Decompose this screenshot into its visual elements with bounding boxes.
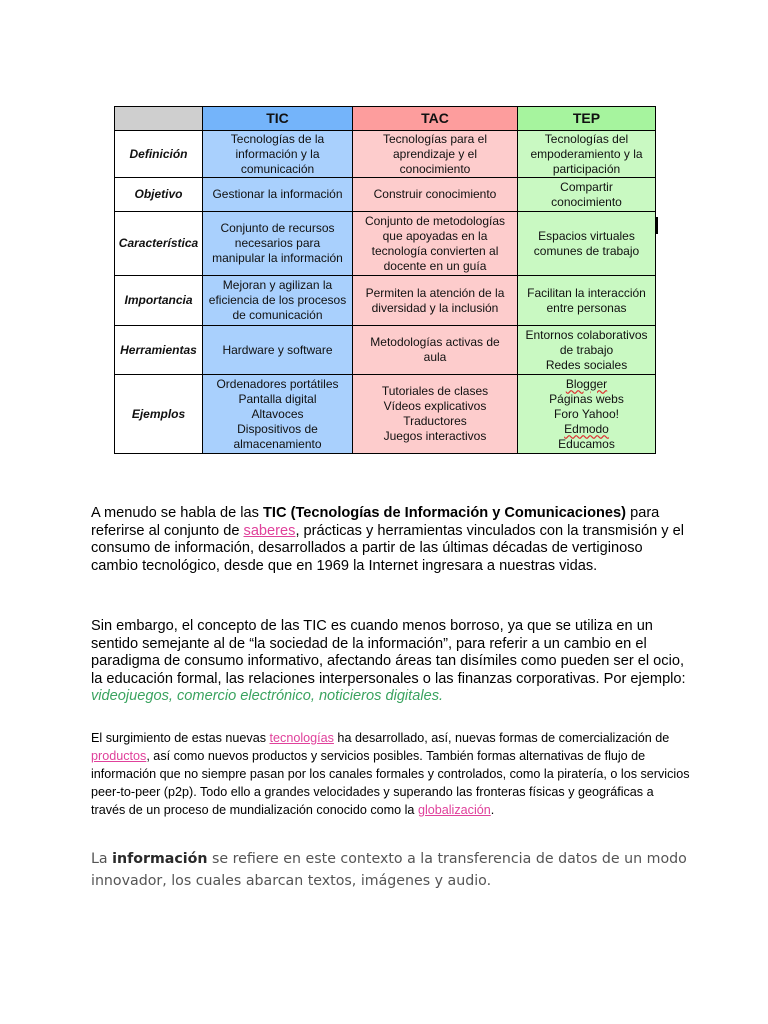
cell-tic bbox=[203, 178, 353, 212]
link-tecnologias[interactable]: tecnologías bbox=[269, 731, 334, 745]
cell-line: comunes de trabajo bbox=[533, 243, 640, 258]
cell-line: Conjunto de recursos bbox=[220, 221, 335, 235]
cell-line: Educamos bbox=[558, 436, 615, 451]
cell-line: conocimiento bbox=[551, 194, 622, 209]
cell-line: entre personas bbox=[546, 300, 627, 315]
cell-line: conocimiento bbox=[399, 161, 471, 176]
cell-line: Metodologías activas de bbox=[370, 335, 500, 349]
cell-line: docente en un guía bbox=[383, 258, 487, 273]
cell-line: Permiten la atención de la bbox=[365, 285, 505, 300]
table-row-ejemplos bbox=[115, 375, 656, 454]
cell-line: Ordenadores portátiles bbox=[216, 376, 339, 391]
cell-line: Gestionar la información bbox=[212, 187, 343, 201]
cell-line: Juegos interactivos bbox=[383, 429, 487, 443]
text-run: . bbox=[490, 803, 495, 817]
text-run: , prácticas y herramientas vinculados con la transmisión y el consumo de información, desarrollados a partir de las últimas décadas de vertiginoso cambio tecnológico, desde que en 1969 la Internet ingresara a nuestras vidas. bbox=[91, 522, 684, 574]
cell-tac bbox=[353, 276, 518, 326]
paragraph-informacion bbox=[91, 848, 691, 892]
cell-line: tecnología convierten al bbox=[371, 243, 499, 258]
cell-line: Entornos colaborativos bbox=[525, 327, 648, 342]
row-header: Ejemplos bbox=[115, 375, 203, 454]
cell-line: Dispositivos de bbox=[237, 421, 318, 436]
cell-line: manipular la información bbox=[212, 251, 343, 265]
cell-tac bbox=[353, 178, 518, 212]
cell-tep bbox=[518, 375, 656, 454]
paragraph-concept bbox=[91, 618, 691, 706]
table-header-row bbox=[115, 107, 656, 131]
cell-line: aula bbox=[423, 350, 447, 364]
cell-line: Conjunto de metodologías bbox=[364, 213, 506, 228]
cell-tep bbox=[518, 212, 656, 276]
cell-line: Foro Yahoo! bbox=[554, 406, 619, 421]
text-run: , así como nuevos productos y servicios posibles. También formas alternativas de flujo de información que no siempre pasan por los canales formales y controlados, como la piratería, o los servicios peer-to-peer (p2p). Todo ello a grandes velocidades y superando las fronteras físicas y geográficas a través de un proceso de mundialización conocido como la bbox=[91, 749, 690, 817]
cell-line: Tecnologías para el bbox=[382, 131, 488, 146]
row-header: Herramientas bbox=[115, 326, 203, 375]
link-saberes[interactable]: saberes bbox=[243, 522, 296, 539]
bold-term: TIC (Tecnologías de Información y Comunicaciones) bbox=[263, 505, 627, 521]
cell-line: Blogger bbox=[565, 376, 608, 391]
paragraph-surgimiento bbox=[91, 729, 691, 819]
text-run: A menudo se habla de las bbox=[91, 505, 264, 521]
cell-line: comunicación bbox=[240, 161, 315, 176]
text-run: ha desarrollado, así, nuevas formas de comercialización de bbox=[333, 731, 670, 745]
column-header-tac: TAC bbox=[353, 107, 518, 131]
cell-line: Tutoriales de clases bbox=[381, 384, 489, 398]
cell-tac bbox=[353, 212, 518, 276]
cell-line: empoderamiento y la bbox=[530, 146, 643, 161]
text-run: Sin embargo, el concepto de las TIC es cuando menos borroso, ya que se utiliza en un sentido semejante al de “la sociedad de la información”, para referir a un cambio en el paradigma de consumo informativo, afectando áreas tan disímiles como pueden ser el ocio, la educación formal, las relaciones interpersonales o las finanzas corporativas. Por ejemplo: bbox=[91, 618, 686, 687]
text-cursor-mark bbox=[656, 217, 658, 234]
table-row-herramientas bbox=[115, 326, 656, 375]
cell-line: Traductores bbox=[403, 414, 467, 428]
text-run: para referirse al conjunto de bbox=[91, 505, 660, 539]
cell-line: eficiencia de los procesos bbox=[208, 293, 347, 307]
text-run: La bbox=[91, 851, 113, 867]
cell-tac bbox=[353, 326, 518, 375]
table-row-importancia bbox=[115, 276, 656, 326]
cell-tic bbox=[203, 212, 353, 276]
row-header: Característica bbox=[115, 212, 203, 276]
cell-line: almacenamiento bbox=[233, 436, 322, 451]
cell-line: necesarios para bbox=[234, 236, 321, 250]
examples-text: videojuegos, comercio electrónico, noticieros digitales. bbox=[91, 688, 444, 705]
cell-tic bbox=[203, 131, 353, 178]
column-header-tep: TEP bbox=[518, 107, 656, 131]
cell-line: Edmodo bbox=[564, 421, 609, 436]
cell-line: Mejoran y agilizan la bbox=[222, 278, 333, 292]
cell-line: Construir conocimiento bbox=[373, 187, 497, 201]
table-row-objetivo bbox=[115, 178, 656, 212]
cell-line: Espacios virtuales bbox=[538, 228, 635, 243]
cell-tep bbox=[518, 276, 656, 326]
cell-line: Tecnologías de la bbox=[230, 131, 325, 146]
comparison-table bbox=[114, 106, 656, 454]
text-run: El surgimiento de estas nuevas bbox=[91, 731, 270, 745]
bold-term: información bbox=[112, 851, 208, 867]
cell-line: aprendizaje y el bbox=[392, 146, 478, 161]
cell-line: Vídeos explicativos bbox=[383, 399, 487, 413]
cell-line: de comunicación bbox=[232, 308, 323, 322]
table-corner-cell bbox=[115, 107, 203, 131]
text-run: se refiere en este contexto a la transferencia de datos de un modo innovador, los cuales abarcan textos, imágenes y audio. bbox=[91, 851, 687, 889]
cell-tic bbox=[203, 326, 353, 375]
column-header-tic: TIC bbox=[203, 107, 353, 131]
cell-tic bbox=[203, 276, 353, 326]
cell-line: Pantalla digital bbox=[238, 391, 317, 406]
row-header: Definición bbox=[115, 131, 203, 178]
cell-tic bbox=[203, 375, 353, 454]
cell-line: Altavoces bbox=[251, 406, 304, 421]
cell-line: Hardware y software bbox=[222, 342, 333, 357]
table-row-caracteristica bbox=[115, 212, 656, 276]
cell-line: Compartir bbox=[560, 179, 613, 194]
cell-line: de trabajo bbox=[559, 342, 614, 357]
row-header: Importancia bbox=[115, 276, 203, 326]
cell-line: información y la bbox=[235, 146, 320, 161]
cell-tep bbox=[518, 131, 656, 178]
row-header: Objetivo bbox=[115, 178, 203, 212]
cell-line: Facilitan la interacción bbox=[527, 285, 646, 300]
table-row-definicion bbox=[115, 131, 656, 178]
cell-line: Tecnologías del bbox=[544, 131, 629, 146]
cell-tep bbox=[518, 178, 656, 212]
link-productos[interactable]: productos bbox=[91, 749, 147, 763]
cell-tep bbox=[518, 326, 656, 375]
cell-line: que apoyadas en la bbox=[382, 228, 488, 243]
paragraph-tic-intro bbox=[91, 505, 691, 575]
link-globalizacion[interactable]: globalización bbox=[417, 803, 491, 817]
cell-tac bbox=[353, 375, 518, 454]
cell-line: participación bbox=[552, 161, 621, 176]
cell-line: diversidad y la inclusión bbox=[371, 300, 499, 315]
cell-line: Páginas webs bbox=[549, 391, 624, 406]
cell-tac bbox=[353, 131, 518, 178]
cell-line: Redes sociales bbox=[545, 357, 628, 372]
